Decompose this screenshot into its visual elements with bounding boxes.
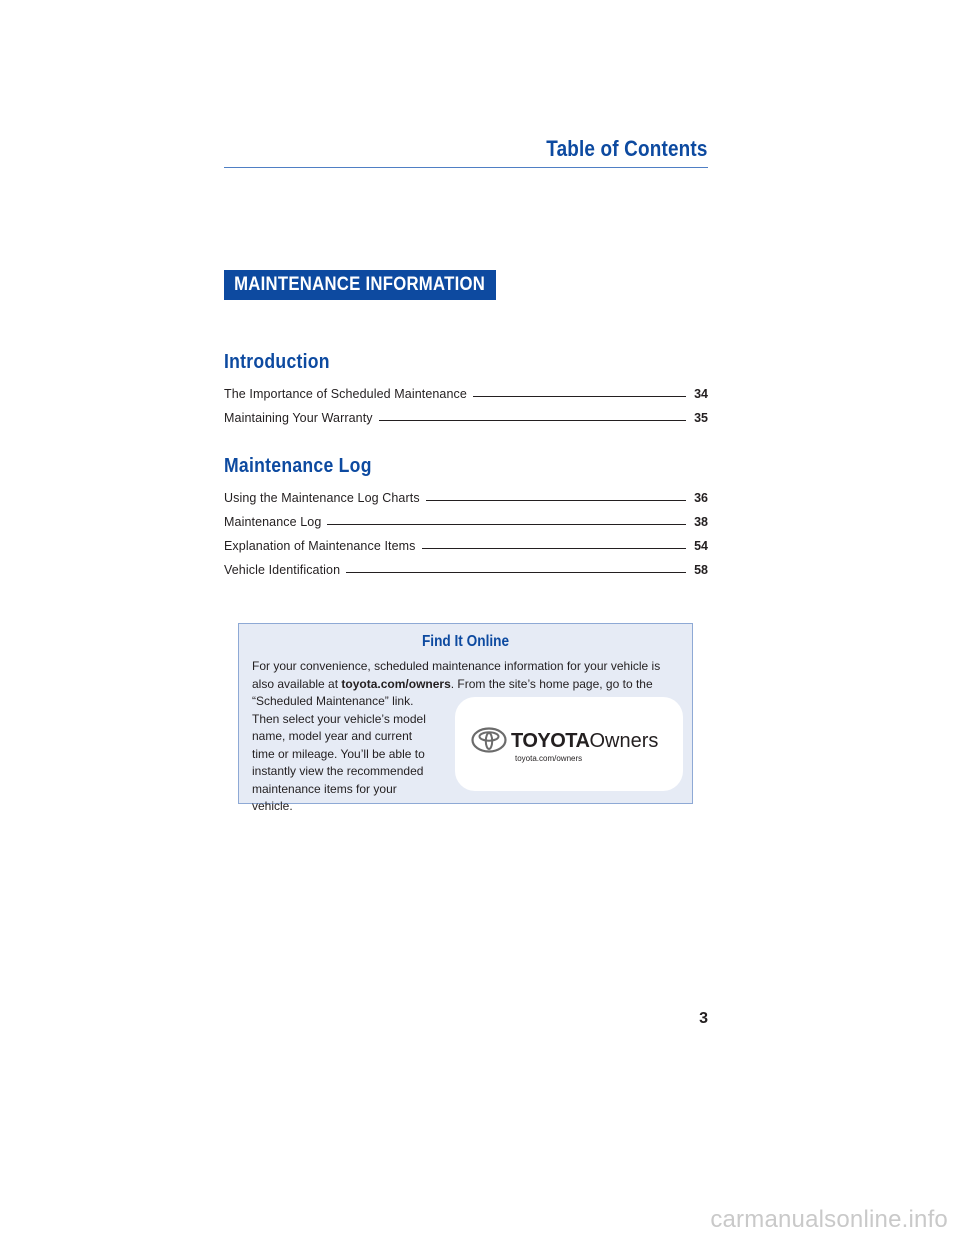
- toc-entry-page: 38: [694, 515, 708, 529]
- section-banner-label: MAINTENANCE INFORMATION: [234, 274, 486, 295]
- toc-leader-line: [379, 420, 686, 421]
- toc-entry-page: 36: [694, 491, 708, 505]
- online-text-before: For your convenience, scheduled maintenance information for your vehicle is also available at: [252, 659, 661, 691]
- toc-entry-page: 54: [694, 539, 708, 553]
- toc-entry[interactable]: [224, 553, 708, 577]
- toc-entry[interactable]: [224, 529, 708, 553]
- group-heading: Maintenance Log: [224, 455, 372, 477]
- section-banner: [224, 270, 496, 300]
- toc-entry[interactable]: [224, 377, 708, 401]
- toyota-owners-wordmark: TOYOTAOwners: [511, 730, 659, 752]
- page-title: Table of Contents: [546, 136, 708, 161]
- toc-group-introduction: [224, 349, 708, 425]
- toc-leader-line: [327, 524, 686, 525]
- toc-entry-label: Maintaining Your Warranty: [224, 411, 373, 425]
- toc-leader-line: [473, 396, 686, 397]
- find-it-online-box: [238, 623, 693, 813]
- group-heading: Introduction: [224, 351, 330, 373]
- toc-leader-line: [426, 500, 686, 501]
- find-it-online-heading: Find It Online: [421, 633, 510, 650]
- toc-entry[interactable]: [224, 481, 708, 505]
- toc-entry-page: 34: [694, 387, 708, 401]
- toc-list: [224, 481, 708, 577]
- toc-entry-label: Explanation of Maintenance Items: [224, 539, 416, 553]
- toc-list: [224, 377, 708, 425]
- toyota-emblem-icon: [471, 727, 507, 753]
- toc-entry-page: 58: [694, 563, 708, 577]
- toc-entry-label: Maintenance Log: [224, 515, 322, 529]
- title-divider: [224, 167, 708, 168]
- owners-url-link[interactable]: toyota.com/owners: [341, 676, 451, 691]
- toc-entry-label: The Importance of Scheduled Maintenance: [224, 387, 467, 401]
- toyota-owners-logo[interactable]: [455, 697, 683, 791]
- toc-entry-page: 35: [694, 411, 708, 425]
- toc-group-maintenance-log: [224, 453, 708, 577]
- toc-leader-line: [346, 572, 686, 573]
- toc-entry-label: Vehicle Identification: [224, 563, 341, 577]
- toc-entry[interactable]: [224, 505, 708, 529]
- logo-url-text: toyota.com/owners: [515, 754, 583, 763]
- watermark: carmanualsonline.info: [710, 1206, 948, 1233]
- online-text-after: . From the site’s home page, go to the “Scheduled Maintenance” link. Then select your vehicle’s model name, model year and current time or mileage. You’ll be able to instantly view the recommended maintenance items for your vehicle.: [252, 676, 653, 813]
- toc-entry[interactable]: [224, 401, 708, 425]
- toc-leader-line: [422, 548, 686, 549]
- toc-entry-label: Using the Maintenance Log Charts: [224, 491, 420, 505]
- page-number: 3: [699, 1010, 708, 1027]
